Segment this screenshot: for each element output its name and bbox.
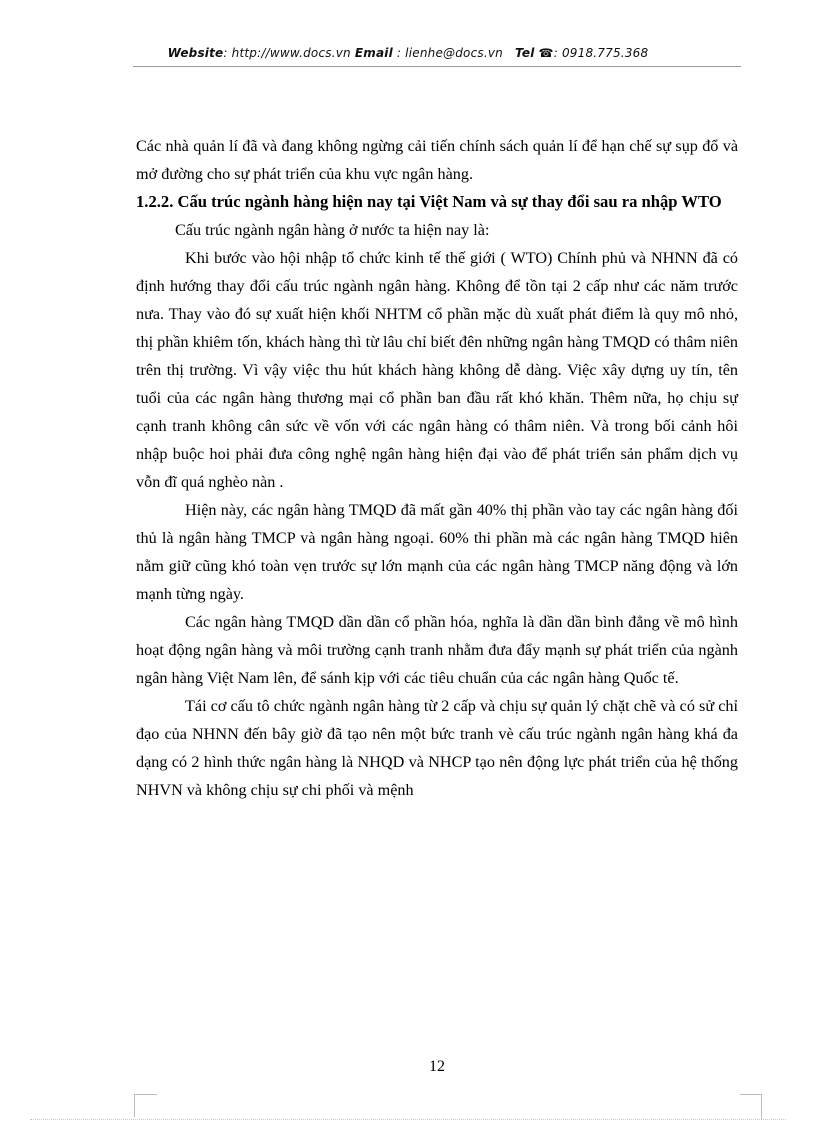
page-header: [0, 46, 816, 60]
crop-mark-left: [134, 1094, 157, 1117]
header-divider: [133, 66, 741, 67]
paragraph: Khi bước vào hội nhập tổ chức kinh tế thế giới ( WTO) Chính phủ và NHNN đã có định hướng thay đổi cấu trúc ngành ngân hàng. Không để tồn tại 2 cấp như các năm trước nưa. Thay vào đó sự xuất hiện khối NHTM cổ phần mặc dù xuất phát điểm là quy mô nhỏ, thị phần khiêm tốn, khách hàng thì từ lâu chỉ biết đên những ngân hàng TMQD có thâm niên trên thị trường. Vì vậy việc thu hút khách hàng không dễ dàng. Việc xây dựng uy tín, tên tuổi của các ngân hàng thương mại cổ phần ban đầu rất khó khăn. Thêm nữa, họ chịu sự cạnh tranh không cân sức về vốn với các ngân hàng có thâm niên. Và trong bối cảnh hôi nhập buộc hoi phải đưa công nghệ ngân hàng hiện đại vào để phát triển sản phẩm dịch vụ vỗn đĩ quá nghèo nàn .: [136, 249, 738, 491]
email-value: : lienhe@docs.vn: [396, 46, 503, 60]
page-body: [136, 132, 738, 804]
email-label: Email: [354, 46, 393, 60]
crop-mark-right: [740, 1094, 762, 1117]
section-heading: 1.2.2. Cấu trúc ngành hàng hiện nay tại Việt Nam và sự thay đổi sau ra nhập WTO: [136, 192, 722, 211]
paragraph: Các ngân hàng TMQD dần dần cổ phần hóa, nghĩa là dần dần bình đẳng về mô hình hoạt động ngân hàng và môi trường cạnh tranh nhằm đưa đẩy mạnh sự phát triển của ngành ngân hàng Việt Nam lên, để sánh kịp với các tiêu chuẩn của các ngân hàng Quốc tế.: [136, 613, 738, 687]
website-label: Website: [167, 46, 224, 60]
crop-mark-right-vertical: [761, 1094, 762, 1120]
paragraph: Tái cơ cấu tô chức ngành ngân hàng từ 2 cấp và chịu sự quản lý chặt chẽ và có sử chỉ đạo của NHNN đến bây giờ đã tạo nên một bức tranh vè cấu trúc ngành ngân hàng khá đa dạng có 2 hình thức ngân hàng là NHQD và NHCP tạo nên động lực phát triển của hệ thống NHVN và không chịu sự chi phối và mệnh: [136, 697, 738, 799]
page-number: 12: [429, 1058, 445, 1075]
footer-divider: [30, 1119, 786, 1120]
website-value: : http://www.docs.vn: [223, 46, 351, 60]
paragraph: Cấu trúc ngành ngân hàng ở nước ta hiện nay là:: [175, 221, 490, 239]
phone-icon: ☎: [538, 46, 554, 60]
paragraph: Các nhà quản lí đã và đang không ngừng cải tiến chính sách quản lí để hạn chế sự sụp đổ và mở đường cho sự phát triển của khu vực ngân hàng.: [136, 137, 738, 183]
paragraph: Hiện này, các ngân hàng TMQD đã mất gần 40% thị phần vào tay các ngân hàng đối thủ là ngân hàng TMCP và ngân hàng ngoại. 60% thi phần mà các ngân hàng TMQD hiên nằm giữ cũng khó toàn vẹn trước sự lớn mạnh của các ngân hàng TMCP năng động và lớn mạnh từng ngày.: [136, 501, 738, 603]
tel-value: : 0918.775.368: [553, 46, 649, 60]
tel-label: Tel: [515, 46, 535, 60]
